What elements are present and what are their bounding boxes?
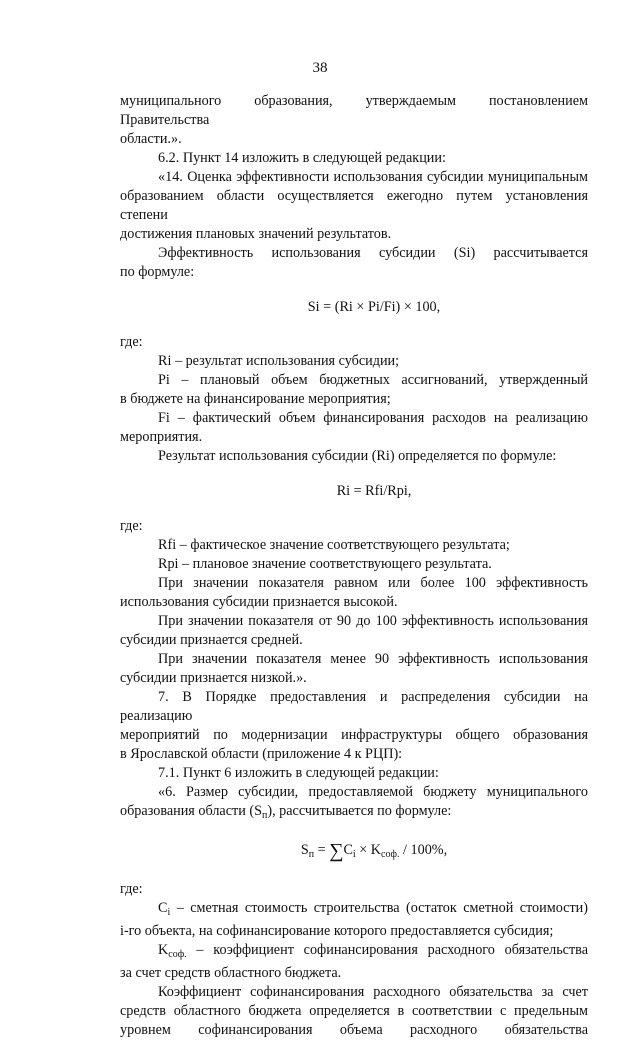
where-label: где: [120, 518, 143, 534]
paragraph-line: Коэффициент софинансирования расходного обязательства за счет [158, 984, 588, 1000]
text-run: ), рассчитывается по формуле: [267, 803, 452, 819]
formula-sp [120, 841, 588, 864]
paragraph-line: средств областного бюджета определяется в соответствии с предельным [120, 1003, 588, 1019]
paragraph-line: При значении показателя от 90 до 100 эффективность использования [158, 613, 588, 629]
where-label: где: [120, 881, 143, 897]
text-run: – коэффициент софинансирования расходного обязательства [186, 942, 588, 958]
paragraph-line: муниципального образования, утверждаемым постановлением Правительства [120, 93, 588, 128]
subscript: п [261, 810, 268, 821]
definition-line: Pi – плановый объем бюджетных ассигнований, утвержденный [158, 372, 588, 388]
paragraph-line: в Ярославской области (приложение 4 к РЦП): [120, 746, 403, 762]
paragraph-line: 7. В Порядке предоставления и распределения субсидии на реализацию [120, 689, 588, 724]
where-label: где: [120, 334, 143, 350]
paragraph-line: достижения плановых значений результатов. [120, 226, 392, 242]
text-run: C [158, 900, 168, 916]
paragraph-line: «6. Размер субсидии, предоставляемой бюджету муниципального [158, 784, 588, 800]
paragraph-line: области.». [120, 131, 182, 147]
formula-c: C [343, 842, 353, 858]
paragraph-line: субсидии признается средней. [120, 632, 303, 648]
formula-c-sub: i [352, 849, 356, 860]
formula-s-sub: п [308, 849, 315, 860]
definition-line: за счет средств областного бюджета. [120, 965, 342, 981]
definition: Rfi – фактическое значение соответствующего результата; [158, 537, 510, 553]
definition-line [120, 899, 588, 922]
paragraph: Результат использования субсидии (Ri) определяется по формуле: [158, 448, 557, 464]
definition: Ri – результат использования субсидии; [158, 353, 400, 369]
paragraph-line: образованием области осуществляется ежегодно путем установления степени [120, 188, 588, 223]
document-body [120, 92, 588, 1040]
formula-tail: / 100%, [399, 842, 448, 858]
formula-s: S [300, 842, 309, 858]
formula-k-sub: соф. [381, 849, 400, 860]
definition-line: мероприятия. [120, 429, 203, 445]
paragraph-line: субсидии признается низкой.». [120, 670, 307, 686]
paragraph-line: Эффективность использования субсидии (Si) рассчитывается [158, 245, 588, 261]
paragraph-line: уровнем софинансирования объема расходного обязательства [120, 1022, 588, 1038]
formula-si: Si = (Ri × Pi/Fi) × 100, [307, 299, 441, 315]
text-run: K [158, 942, 169, 958]
paragraph-line: использования субсидии признается высокой. [120, 594, 398, 610]
paragraph: 7.1. Пункт 6 изложить в следующей редакции: [158, 765, 439, 781]
definition-line: в бюджете на финансирование мероприятия; [120, 391, 391, 407]
paragraph-line: При значении показателя менее 90 эффективность использования [158, 651, 588, 667]
subscript: i [167, 907, 171, 918]
text-run: – сметная стоимость строительства (остаток сметной стоимости) [170, 900, 588, 916]
definition-line: i-го объекта, на софинансирование которого предоставляется субсидия; [120, 923, 554, 939]
sum-symbol: ∑ [329, 840, 344, 862]
paragraph-line: по формуле: [120, 264, 195, 280]
paragraph-line [120, 802, 588, 825]
formula-ri: Ri = Rfi/Rpi, [336, 483, 412, 499]
definition-line [120, 941, 588, 964]
paragraph: 6.2. Пункт 14 изложить в следующей редакции: [158, 150, 446, 166]
formula-eq: = [314, 842, 330, 858]
definition-line: Fi – фактический объем финансирования расходов на реализацию [158, 410, 588, 426]
paragraph-line: При значении показателя равном или более 100 эффективность [158, 575, 588, 591]
formula-times-k: × K [355, 842, 382, 858]
text-run: образования области (S [120, 803, 262, 819]
subscript: соф. [168, 949, 187, 960]
paragraph-line: «14. Оценка эффективности использования субсидии муниципальным [158, 169, 588, 185]
definition: Rpi – плановое значение соответствующего результата. [158, 556, 492, 572]
page-number: 38 [312, 60, 328, 76]
paragraph-line: мероприятий по модернизации инфраструктуры общего образования [120, 727, 588, 743]
